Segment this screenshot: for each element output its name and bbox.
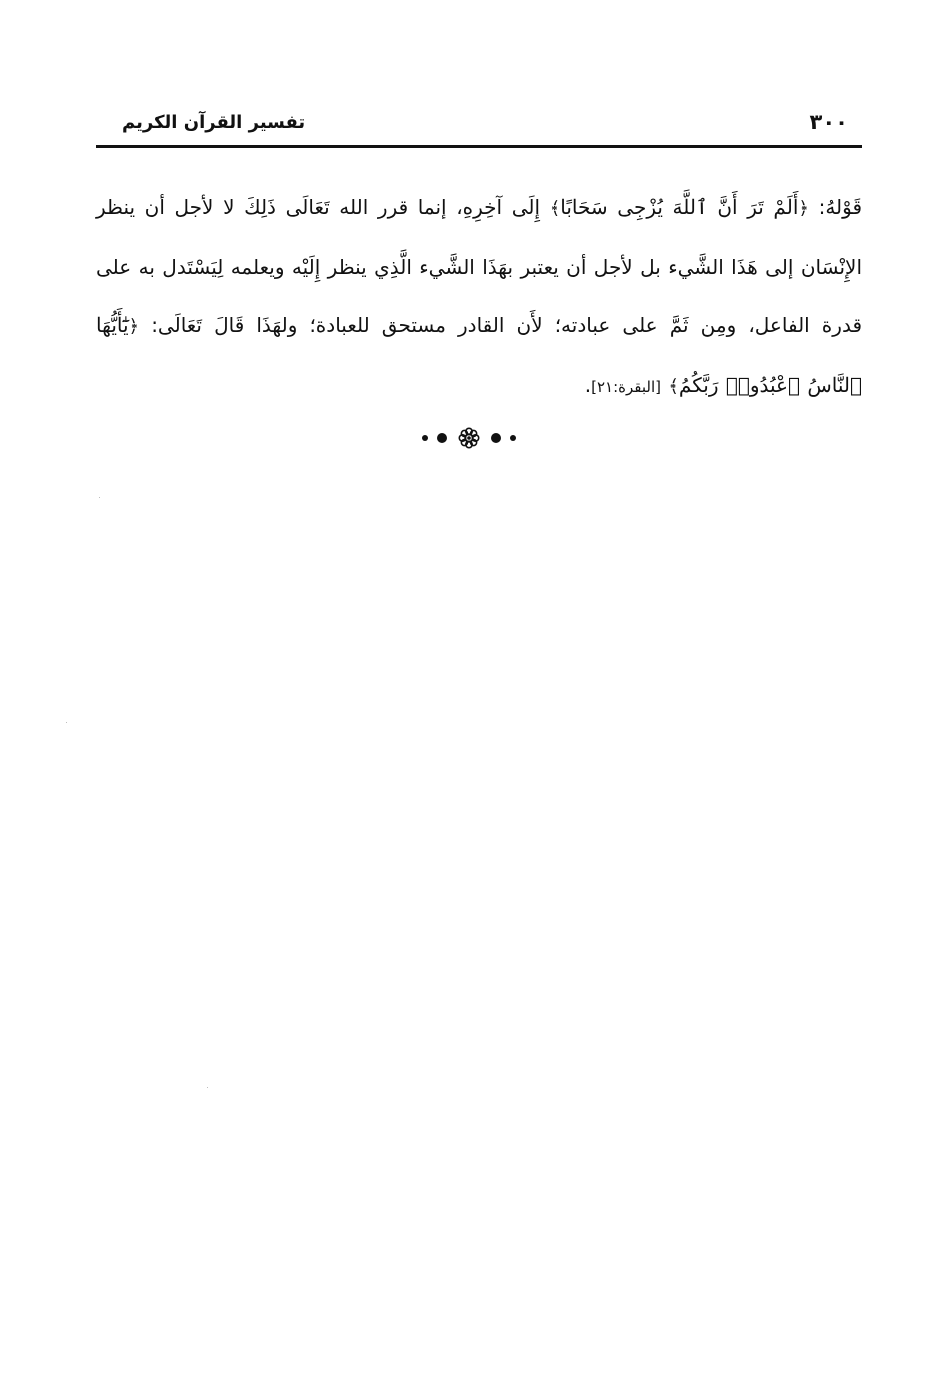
intro-word: قَوْلهُ: xyxy=(818,195,863,219)
quran-close-bracket: ﴾ xyxy=(549,198,561,219)
surah-citation: [البقرة:٢١] xyxy=(591,378,662,396)
section-separator xyxy=(0,424,938,452)
dot-icon xyxy=(510,435,516,441)
running-title: تفسير القرآن الكريم xyxy=(122,112,306,133)
dot-icon xyxy=(422,435,428,441)
dot-icon xyxy=(491,433,501,443)
header-rule xyxy=(96,145,862,148)
quran-quote-1: أَلَمْ تَرَ أَنَّ ٱللَّهَ يُزْجِى سَحَابًا xyxy=(560,195,799,219)
dot-icon xyxy=(437,433,447,443)
quran-open-bracket: ﴿ xyxy=(798,198,809,219)
paragraph xyxy=(96,178,862,416)
paper-speck xyxy=(207,1087,208,1088)
body-paragraph xyxy=(96,178,862,416)
quran-open-bracket: ﴿ xyxy=(128,316,140,337)
page-number: ٣٠٠ xyxy=(809,110,848,134)
paper-speck xyxy=(66,722,67,723)
end-mark: . xyxy=(584,373,592,397)
paper-speck xyxy=(99,497,100,498)
rosette-icon xyxy=(456,425,482,451)
page-header xyxy=(96,108,862,144)
commentary-text: إِلَى آخِرِهِ، إنما قرر الله تَعَالَى ذَلِكَ لا لأجل أن ينظر الإِنْسَان إلى هَذَا الشَّيء بل لأجل أن يعتبر بهَذَا الشَّيء الَّذِي ينظر إِلَيْه ويعلمه لِيَسْتَدل به على قدرة الفاعل، ومِن ثَمَّ على عبادته؛ لأَن القادر مستحق للعبادة؛ ولهَذَا قَالَ تَعَالَى: xyxy=(96,195,863,337)
quran-close-bracket: ﴾ xyxy=(668,376,679,397)
quran-quote-2: يَٰٓأَيُّهَا ٱلنَّاسُ ٱعْبُدُوا۟ رَبَّكُمُ xyxy=(96,313,862,397)
